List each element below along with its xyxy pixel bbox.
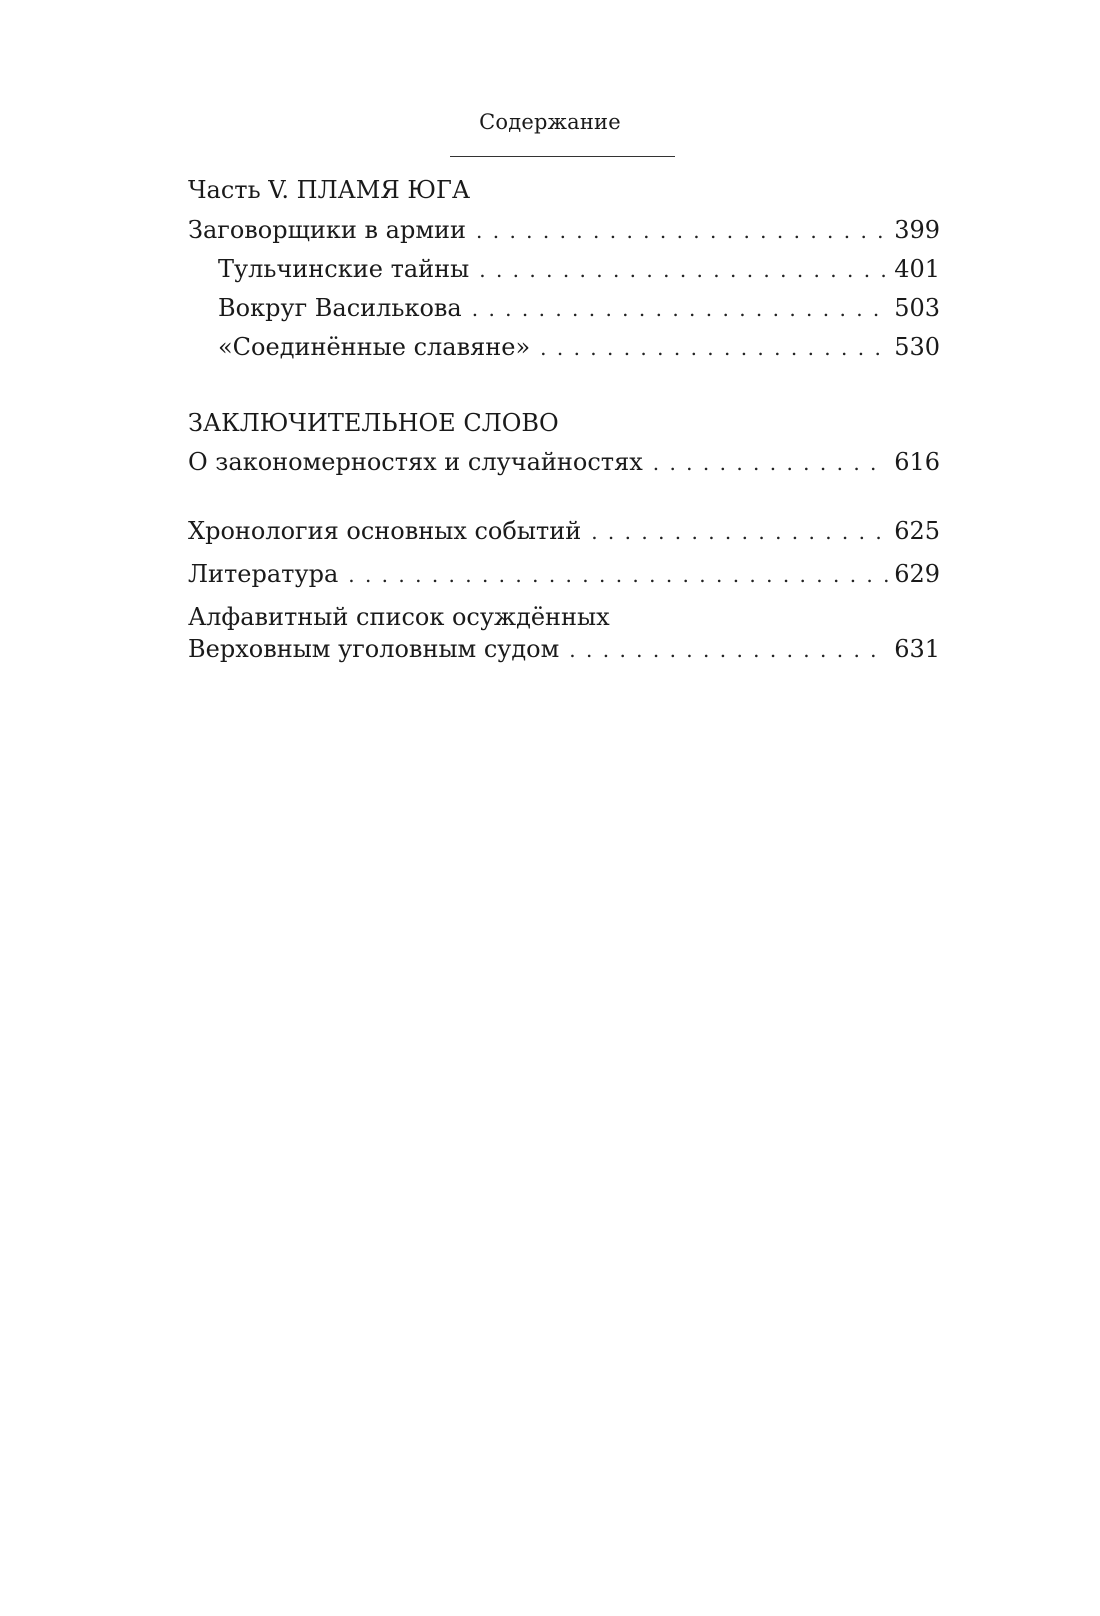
toc-entry-appendix[interactable]	[188, 515, 940, 548]
closing-heading: ЗАКЛЮЧИТЕЛЬНОЕ СЛОВО	[188, 409, 559, 437]
toc-entry-section[interactable]	[188, 331, 940, 364]
toc-entry-title-line1: Алфавитный список осуждённых	[188, 603, 610, 631]
dot-leader	[591, 516, 888, 548]
toc-entry-page: 530	[894, 333, 940, 361]
toc-entry-page: 399	[894, 216, 940, 244]
toc-entry-title: Верховным уголовным судом	[188, 635, 560, 663]
dot-leader	[479, 254, 888, 286]
dot-leader	[348, 559, 888, 591]
toc-entry-appendix[interactable]	[188, 558, 940, 591]
toc-entry-page: 616	[894, 448, 940, 476]
toc-entry-title: Вокруг Василькова	[218, 294, 462, 322]
toc-entry-chapter[interactable]	[188, 214, 940, 247]
dot-leader	[540, 332, 888, 364]
toc-entry-closing[interactable]	[188, 446, 940, 479]
toc-entry-page: 503	[894, 294, 940, 322]
toc-entry-page: 401	[894, 255, 940, 283]
toc-entry-page: 631	[894, 635, 940, 663]
toc-entry-page: 629	[894, 560, 940, 588]
toc-entry-section[interactable]	[188, 292, 940, 325]
toc-entry-title: О закономерностях и случайностях	[188, 448, 643, 476]
toc-entry-section[interactable]	[188, 253, 940, 286]
running-head: Содержание	[479, 110, 621, 134]
toc-entry-page: 625	[894, 517, 940, 545]
part-heading: Часть V. ПЛАМЯ ЮГА	[188, 176, 471, 204]
header-rule	[450, 156, 675, 157]
toc-entry-title: Литература	[188, 560, 339, 588]
dot-leader	[472, 293, 888, 325]
dot-leader	[476, 215, 888, 247]
toc-entry-title: Заговорщики в армии	[188, 216, 467, 244]
dot-leader	[653, 447, 888, 479]
toc-entry-title: Хронология основных событий	[188, 517, 582, 545]
dot-leader	[569, 634, 888, 666]
toc-entry-title: «Соединённые славяне»	[218, 333, 531, 361]
toc-entry-title: Тульчинские тайны	[218, 255, 470, 283]
toc-entry-appendix[interactable]	[188, 633, 940, 666]
